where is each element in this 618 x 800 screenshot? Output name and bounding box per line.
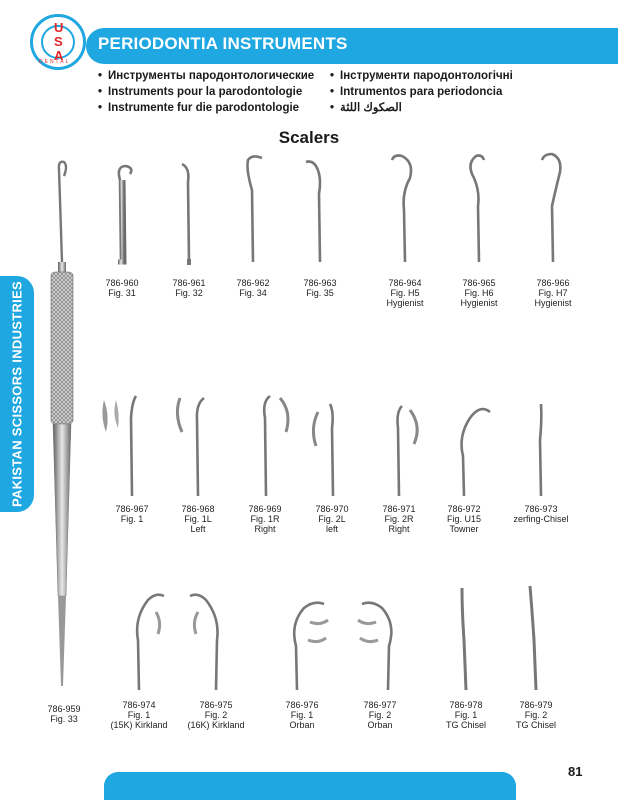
language-item: • Інструменти пародонтологічні <box>330 68 513 84</box>
instrument-desc: Fig. 2L <box>318 514 346 524</box>
instrument-code: 786-967 <box>115 504 149 514</box>
instrument-code: 786-965 <box>462 278 496 288</box>
instrument-786-968 <box>177 398 204 496</box>
instrument-786-975 <box>190 595 218 690</box>
instrument-desc: Fig. H7 <box>538 288 568 298</box>
instrument-desc: Fig. 2 <box>524 710 548 720</box>
page-title: PERIODONTIA INSTRUMENTS <box>98 34 348 53</box>
instrument-code: 786-963 <box>303 278 337 288</box>
instrument-desc: Fig. 1 <box>454 710 478 720</box>
instrument-786-973 <box>540 404 541 496</box>
instrument-desc: Fig. 1 <box>127 710 151 720</box>
instrument-786-971 <box>398 406 418 496</box>
language-item: • Инструменты пародонтологические <box>98 68 314 84</box>
instrument-code: 786-959 <box>47 704 81 714</box>
section-title: Scalers <box>278 128 340 147</box>
instrument-desc: Hygienist <box>460 298 498 308</box>
instrument-786-977 <box>358 603 391 690</box>
instrument-desc: Fig. 1R <box>250 514 280 524</box>
instrument-desc: Fig. 34 <box>239 288 267 298</box>
instrument-code: 786-964 <box>388 278 422 288</box>
instrument-code: 786-971 <box>382 504 416 514</box>
instrument-desc: Fig. 2R <box>384 514 414 524</box>
instrument-code: 786-960 <box>105 278 139 288</box>
instrument-code: 786-968 <box>181 504 215 514</box>
instrument-desc: Left <box>190 524 206 534</box>
instrument-label-786-977 <box>335 700 425 730</box>
instrument-786-967 <box>102 396 136 496</box>
instrument-code: 786-972 <box>447 504 481 514</box>
logo-letter-s: S <box>54 34 63 49</box>
instrument-786-970 <box>313 404 333 496</box>
instrument-code: 786-966 <box>536 278 570 288</box>
instrument-code: 786-976 <box>285 700 319 710</box>
instrument-desc: Fig. 2 <box>368 710 392 720</box>
instrument-code: 786-977 <box>363 700 397 710</box>
instrument-786-962 <box>248 156 263 262</box>
instrument-code: 786-962 <box>236 278 270 288</box>
instrument-desc: Hygienist <box>386 298 424 308</box>
instrument-label-786-963 <box>275 278 365 298</box>
instrument-desc: Right <box>388 524 410 534</box>
instrument-label-786-973 <box>496 504 586 524</box>
instrument-code: 786-978 <box>449 700 483 710</box>
instrument-label-786-979 <box>491 700 581 730</box>
page-number: 81 <box>568 764 583 779</box>
instrument-desc: Orban <box>289 720 315 730</box>
instrument-label-786-976 <box>257 700 347 730</box>
instrument-desc: Fig. H5 <box>390 288 420 298</box>
instrument-label-786-966 <box>508 278 598 308</box>
instrument-desc: Fig. U15 <box>446 514 481 524</box>
language-item: • Instruments pour la parodontologie <box>98 84 314 100</box>
instrument-desc: left <box>325 524 338 534</box>
instrument-code: 786-969 <box>248 504 282 514</box>
instrument-desc: Orban <box>367 720 393 730</box>
instrument-786-963 <box>306 162 320 263</box>
language-item: • الصكوك اللثة <box>330 100 513 116</box>
instrument-786-964 <box>392 156 411 263</box>
instrument-code: 786-961 <box>172 278 206 288</box>
footer-bar <box>104 772 516 800</box>
instrument-desc: (16K) Kirkland <box>187 720 245 730</box>
instrument-desc: TG Chisel <box>515 720 556 730</box>
instrument-desc: Fig. 32 <box>175 288 203 298</box>
instrument-786-972 <box>462 409 490 496</box>
instrument-desc: (15K) Kirkland <box>110 720 168 730</box>
language-item: • Intrumentos para periodoncia <box>330 84 513 100</box>
instrument-desc: zerfing-Chisel <box>513 514 569 524</box>
logo-letter-u: U <box>54 20 64 35</box>
instrument-desc: Fig. 1 <box>120 514 144 524</box>
instrument-desc: TG Chisel <box>445 720 486 730</box>
instrument-786-969 <box>264 396 288 496</box>
instrument-786-979 <box>530 586 536 690</box>
instrument-desc: Fig. 31 <box>108 288 136 298</box>
instrument-desc: Towner <box>449 524 479 534</box>
instrument-code: 786-973 <box>524 504 558 514</box>
instrument-code: 786-979 <box>519 700 553 710</box>
instrument-desc: Fig. 35 <box>306 288 334 298</box>
instrument-code: 786-975 <box>199 700 233 710</box>
instrument-desc: Fig. H6 <box>464 288 494 298</box>
instrument-desc: Right <box>254 524 276 534</box>
instrument-code: 786-970 <box>315 504 349 514</box>
instrument-786-976 <box>294 603 328 690</box>
instrument-desc: Fig. 33 <box>50 714 78 724</box>
instrument-label-786-975 <box>171 700 261 730</box>
language-item: • Instrumente fur die parodontologie <box>98 100 314 116</box>
instrument-786-960 <box>118 166 131 262</box>
instrument-786-978 <box>462 588 466 690</box>
instrument-desc: Hygienist <box>534 298 572 308</box>
logo-letter-a: A <box>54 48 64 63</box>
instrument-desc: Fig. 1L <box>184 514 212 524</box>
instrument-786-974 <box>137 595 164 690</box>
instrument-code: 786-974 <box>122 700 156 710</box>
logo-dental-text: DENTAL <box>39 59 71 65</box>
instrument-786-959 <box>51 162 73 686</box>
instrument-786-966 <box>542 154 560 262</box>
instrument-786-965 <box>470 156 484 263</box>
instrument-desc: Fig. 2 <box>204 710 228 720</box>
instrument-786-961 <box>182 164 191 262</box>
side-tab-label: PAKISTAN SCISSORS INDUSTRIES <box>9 280 25 508</box>
instrument-desc: Fig. 1 <box>290 710 314 720</box>
